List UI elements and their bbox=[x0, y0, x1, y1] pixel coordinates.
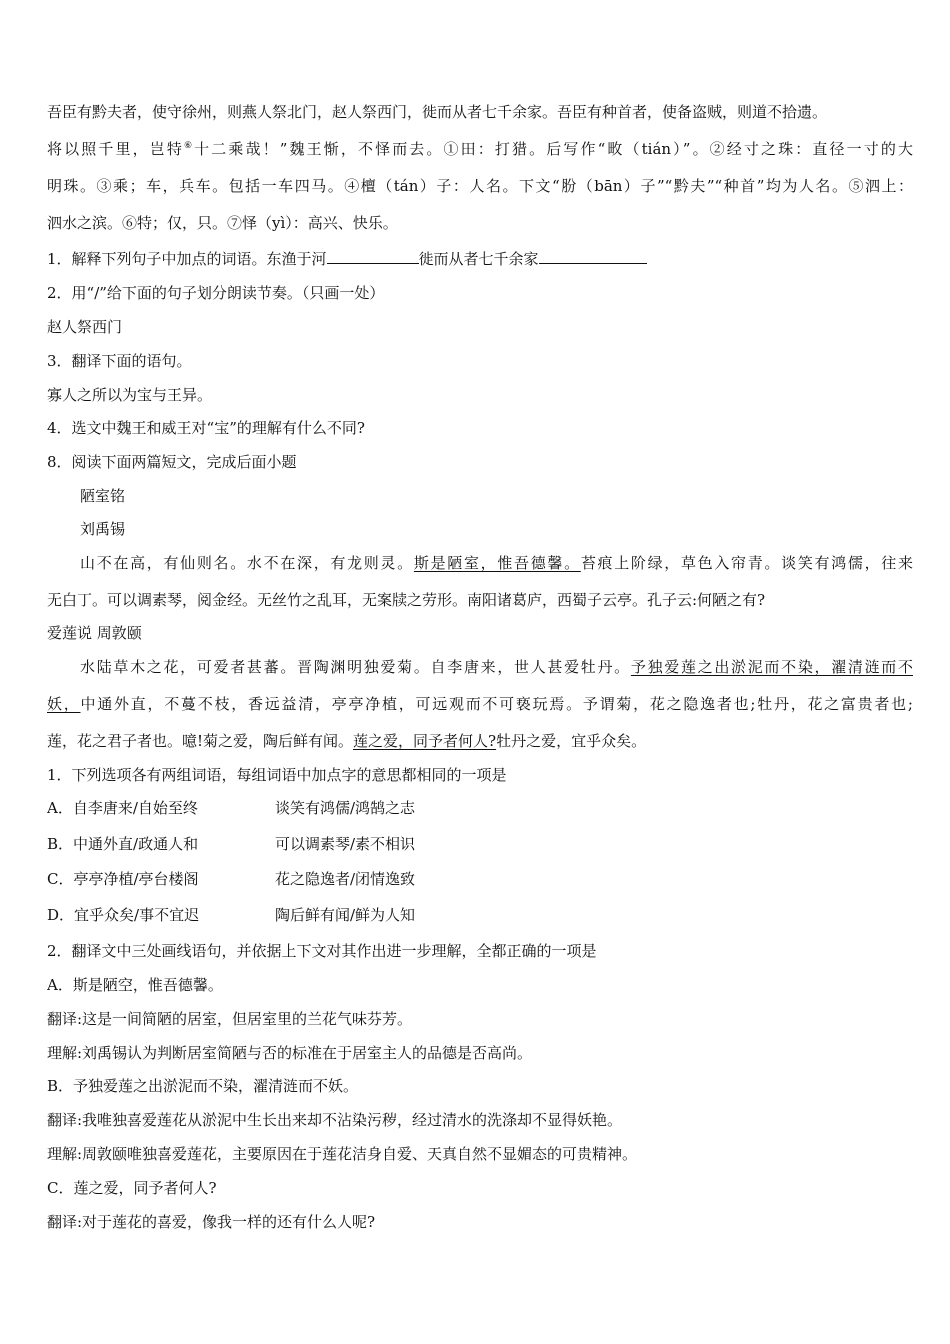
passage1-line2 bbox=[47, 139, 913, 159]
choice-b-sentence[interactable]: B．予独爱莲之出淤泥而不染，濯清涟而不妖。 bbox=[47, 1077, 359, 1095]
option-a[interactable] bbox=[47, 798, 913, 818]
question-1-text-a: 1．解释下列句子中加点的词语。东渔于河 bbox=[47, 250, 327, 268]
underlined-sentence-3: 莲之爱，同予者何人? bbox=[353, 732, 497, 750]
lou-shi-ming-line1 bbox=[80, 553, 913, 573]
author-liu-yuxi: 刘禹锡 bbox=[80, 520, 126, 538]
answer-blank-1[interactable] bbox=[327, 248, 419, 264]
passage1-line2-a: 将以照千里，岂特 bbox=[47, 140, 184, 158]
ai-lian-shuo-line1 bbox=[80, 657, 913, 677]
choice-b-translation: 翻译:我唯独喜爱莲花从淤泥中生长出来却不沾染污秽，经过清水的洗涤却不显得妖艳。 bbox=[47, 1111, 623, 1129]
sub-question-1: 1．下列选项各有两组词语，每组词语中加点字的意思都相同的一项是 bbox=[47, 766, 507, 784]
passage1-line4: 泗水之滨。⑥特；仅，只。⑦怿（yì）：高兴、快乐。 bbox=[47, 214, 398, 232]
section-8-heading: 8．阅读下面两篇短文，完成后面小题 bbox=[47, 453, 297, 471]
question-2-sentence: 赵人祭西门 bbox=[47, 318, 123, 336]
option-d[interactable] bbox=[47, 905, 913, 925]
option-c-left: C．亭亭净植/亭台楼阁 bbox=[47, 870, 199, 888]
passage1-line3: 明珠。③乘；车，兵车。包括一车四马。④檀（tán）子：人名。下文“肦（bān）子”“黔夫”“种首”均为人名。⑤泗上： bbox=[47, 177, 913, 195]
passage1-line2-b: 十二乘哉！”魏王惭，不怿而去。①田：打猎。后写作“畋（tián）”。②经寸之珠：直径一寸的大 bbox=[194, 140, 913, 158]
question-1-text-b: 徙而从者七千余家 bbox=[418, 250, 539, 268]
choice-a-sentence[interactable]: A．斯是陋空，惟吾德馨。 bbox=[47, 976, 223, 994]
underlined-sentence-1: 斯是陋室，惟吾德馨。 bbox=[413, 554, 581, 572]
answer-blank-2[interactable] bbox=[539, 248, 647, 264]
text-segment: 水陆草木之花，可爱者甚蕃。晋陶渊明独爱菊。自李唐来，世人甚爱牡丹。 bbox=[80, 658, 631, 676]
title-lou-shi-ming: 陋室铭 bbox=[80, 487, 126, 505]
passage1-line1: 吾臣有黔夫者，使守徐州，则燕人祭北门，赵人祭西门，徙而从者七千余家。吾臣有种首者，使备盗贼，则道不拾遗。 bbox=[47, 103, 828, 121]
choice-a-translation: 翻译:这是一间简陋的居室，但居室里的兰花气味芬芳。 bbox=[47, 1010, 413, 1028]
underlined-sentence-2-part2: 妖， bbox=[47, 695, 81, 713]
question-4: 4．选文中魏王和威王对“宝”的理解有什么不同? bbox=[47, 419, 365, 437]
question-3-sentence: 寡人之所以为宝与王异。 bbox=[47, 386, 213, 404]
option-b[interactable] bbox=[47, 834, 913, 854]
option-d-right: 陶后鲜有闻/鲜为人知 bbox=[275, 906, 416, 924]
footnote-marker: ⑥ bbox=[183, 141, 195, 151]
ai-lian-shuo-line2 bbox=[47, 694, 913, 714]
lou-shi-ming-line2: 无白丁。可以调素琴，阅金经。无丝竹之乱耳，无案牍之劳形。南阳诸葛庐，西蜀子云亭。孔子云:何陋之有? bbox=[47, 591, 766, 609]
question-3: 3．翻译下面的语句。 bbox=[47, 352, 192, 370]
text-segment: 中通外直，不蔓不枝，香远益清，亭亭净植，可远观而不可亵玩焉。予谓菊，花之隐逸者也;牡丹，花之富贵者也; bbox=[80, 695, 913, 713]
text-segment: 山不在高，有仙则名。水不在深，有龙则灵。 bbox=[80, 554, 414, 572]
choice-b-understanding: 理解:周敦颐唯独喜爱莲花，主要原因在于莲花洁身自爱、天真自然不显媚态的可贵精神。 bbox=[47, 1145, 638, 1163]
choice-c-translation: 翻译:对于莲花的喜爱，像我一样的还有什么人呢? bbox=[47, 1213, 376, 1231]
underlined-sentence-2-part1: 予独爱莲之出淤泥而不染，濯清涟而不 bbox=[630, 658, 913, 676]
title-ai-lian-shuo: 爱莲说 周敦颐 bbox=[47, 624, 142, 642]
option-d-left: D．宜乎众矣/事不宜迟 bbox=[47, 906, 200, 924]
option-a-right: 谈笑有鸿儒/鸿鹄之志 bbox=[275, 799, 416, 817]
text-segment: 苔痕上阶绿，草色入帘青。谈笑有鸿儒，往来 bbox=[580, 554, 913, 572]
text-segment: 莲，花之君子者也。噫!菊之爱，陶后鲜有闻。 bbox=[47, 732, 354, 750]
option-c-right: 花之隐逸者/闭情逸致 bbox=[275, 870, 416, 888]
ai-lian-shuo-line3 bbox=[47, 731, 913, 751]
question-1 bbox=[47, 248, 913, 269]
option-b-right: 可以调素琴/素不相识 bbox=[275, 835, 416, 853]
sub-question-2: 2．翻译文中三处画线语句，并依据上下文对其作出进一步理解，全都正确的一项是 bbox=[47, 942, 597, 960]
choice-c-sentence[interactable]: C．莲之爱，同予者何人? bbox=[47, 1179, 217, 1197]
option-a-left: A．自李唐来/自始至终 bbox=[47, 799, 198, 817]
choice-a-understanding: 理解:刘禹锡认为判断居室简陋与否的标准在于居室主人的品德是否高尚。 bbox=[47, 1044, 533, 1062]
question-2: 2．用“/”给下面的句子划分朗读节奏。（只画一处） bbox=[47, 284, 385, 302]
option-b-left: B．中通外直/政通人和 bbox=[47, 835, 199, 853]
text-segment: 牡丹之爱，宜乎众矣。 bbox=[496, 732, 647, 750]
option-c[interactable] bbox=[47, 869, 913, 889]
